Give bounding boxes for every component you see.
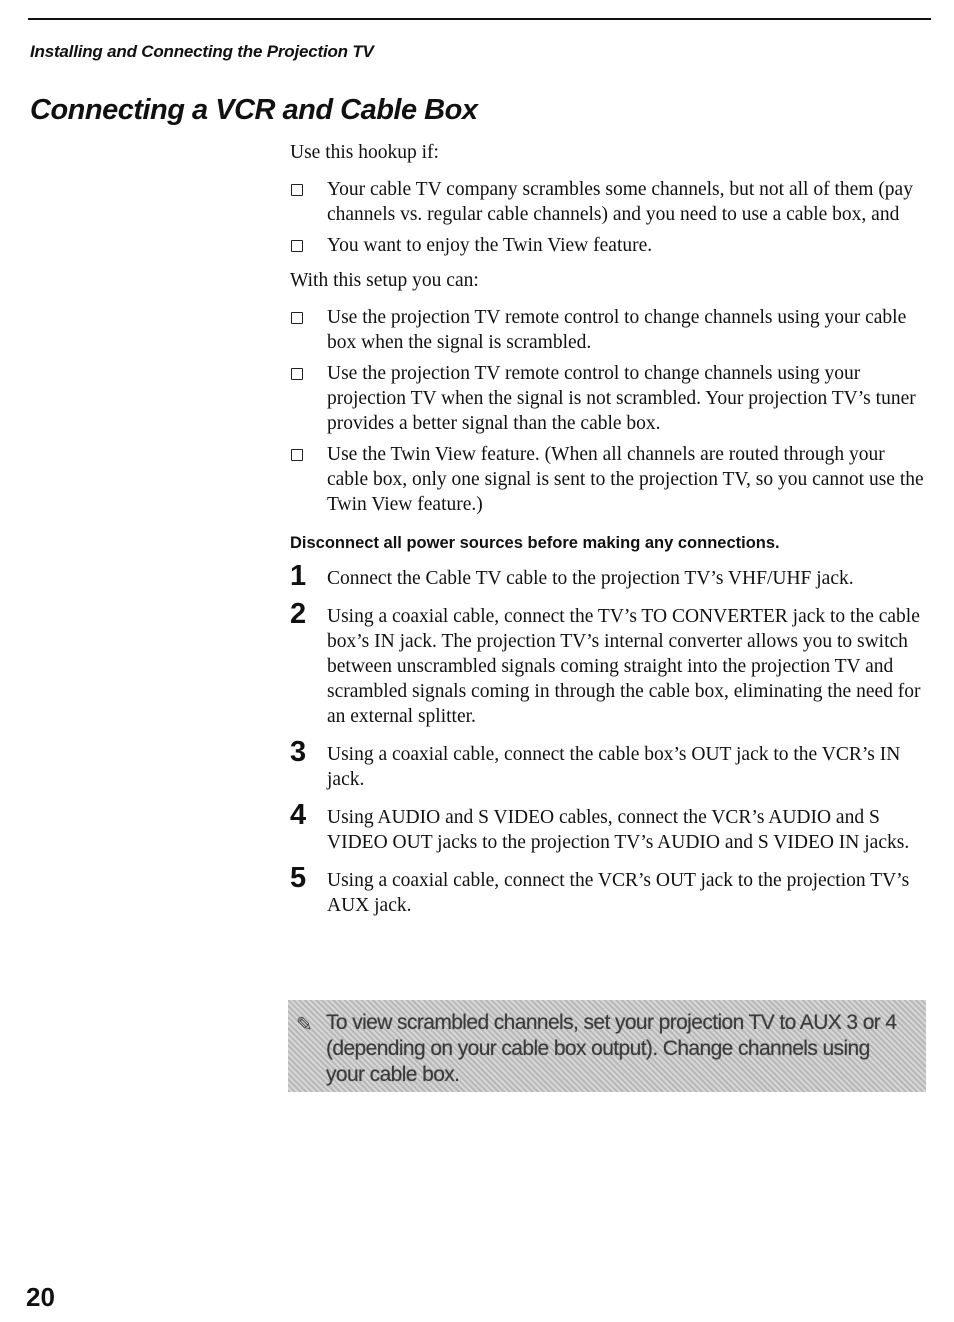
step-text: Using AUDIO and S VIDEO cables, connect the VCR’s AUDIO and S VIDEO OUT jacks to the projection TV’s AUDIO and S VIDEO IN jacks. bbox=[327, 807, 910, 853]
list-item-text: Use the projection TV remote control to change channels using your projection TV when the signal is not scrambled. Your projection TV’s tuner provides a better signal than the cable box. bbox=[327, 363, 916, 434]
running-head: Installing and Connecting the Projection TV bbox=[30, 42, 374, 61]
step-text: Connect the Cable TV cable to the projection TV’s VHF/UHF jack. bbox=[327, 568, 854, 589]
steps-list bbox=[290, 560, 926, 918]
section-body bbox=[290, 140, 926, 931]
step-text: Using a coaxial cable, connect the VCR’s OUT jack to the projection TV’s AUX jack. bbox=[327, 870, 910, 916]
step-number: 2 bbox=[290, 598, 307, 630]
step-number: 1 bbox=[290, 560, 307, 592]
page-number: 20 bbox=[26, 1282, 55, 1312]
step-item bbox=[290, 862, 926, 918]
step-item bbox=[290, 598, 926, 729]
list-item-text: Use the projection TV remote control to change channels using your cable box when the signal is scrambled. bbox=[327, 307, 907, 353]
note-box bbox=[288, 1000, 926, 1092]
hookup-intro: Use this hookup if: bbox=[290, 142, 439, 163]
list-item-text: You want to enjoy the Twin View feature. bbox=[327, 235, 653, 256]
step-number: 4 bbox=[290, 799, 307, 831]
checkbox-bullet-icon bbox=[291, 312, 303, 324]
step-number: 3 bbox=[290, 736, 307, 768]
list-item bbox=[290, 177, 926, 227]
step-item bbox=[290, 560, 926, 592]
list-item bbox=[290, 233, 926, 258]
hookup-conditions-list bbox=[290, 177, 926, 258]
checkbox-bullet-icon bbox=[291, 184, 303, 196]
list-item-text: Your cable TV company scrambles some channels, but not all of them (pay channels vs. regular cable channels) and you need to use a cable box, and bbox=[327, 179, 913, 225]
setup-intro: With this setup you can: bbox=[290, 270, 479, 291]
section-title: Connecting a VCR and Cable Box bbox=[30, 94, 478, 126]
step-item bbox=[290, 799, 926, 855]
power-warning: Disconnect all power sources before making any connections. bbox=[290, 534, 780, 552]
note-text: To view scrambled channels, set your projection TV to AUX 3 or 4 (depending on your cable box output). Change channels using your cable box. bbox=[326, 1011, 897, 1086]
top-rule bbox=[28, 18, 931, 20]
step-number: 5 bbox=[290, 862, 307, 894]
list-item bbox=[290, 361, 926, 436]
pencil-note-icon: ✎ bbox=[296, 1014, 313, 1036]
step-item bbox=[290, 736, 926, 792]
list-item bbox=[290, 442, 926, 517]
checkbox-bullet-icon bbox=[291, 449, 303, 461]
step-text: Using a coaxial cable, connect the TV’s TO CONVERTER jack to the cable box’s IN jack. The projection TV’s internal converter allows you to switch between unscrambled signals coming straight into the projection TV and scrambled signals coming in through the cable box, eliminating the need for an external splitter. bbox=[327, 606, 921, 727]
setup-benefits-list bbox=[290, 305, 926, 517]
checkbox-bullet-icon bbox=[291, 368, 303, 380]
checkbox-bullet-icon bbox=[291, 240, 303, 252]
list-item-text: Use the Twin View feature. (When all channels are routed through your cable box, only one signal is sent to the projection TV, so you cannot use the Twin View feature.) bbox=[327, 444, 924, 515]
step-text: Using a coaxial cable, connect the cable box’s OUT jack to the VCR’s IN jack. bbox=[327, 744, 901, 790]
list-item bbox=[290, 305, 926, 355]
